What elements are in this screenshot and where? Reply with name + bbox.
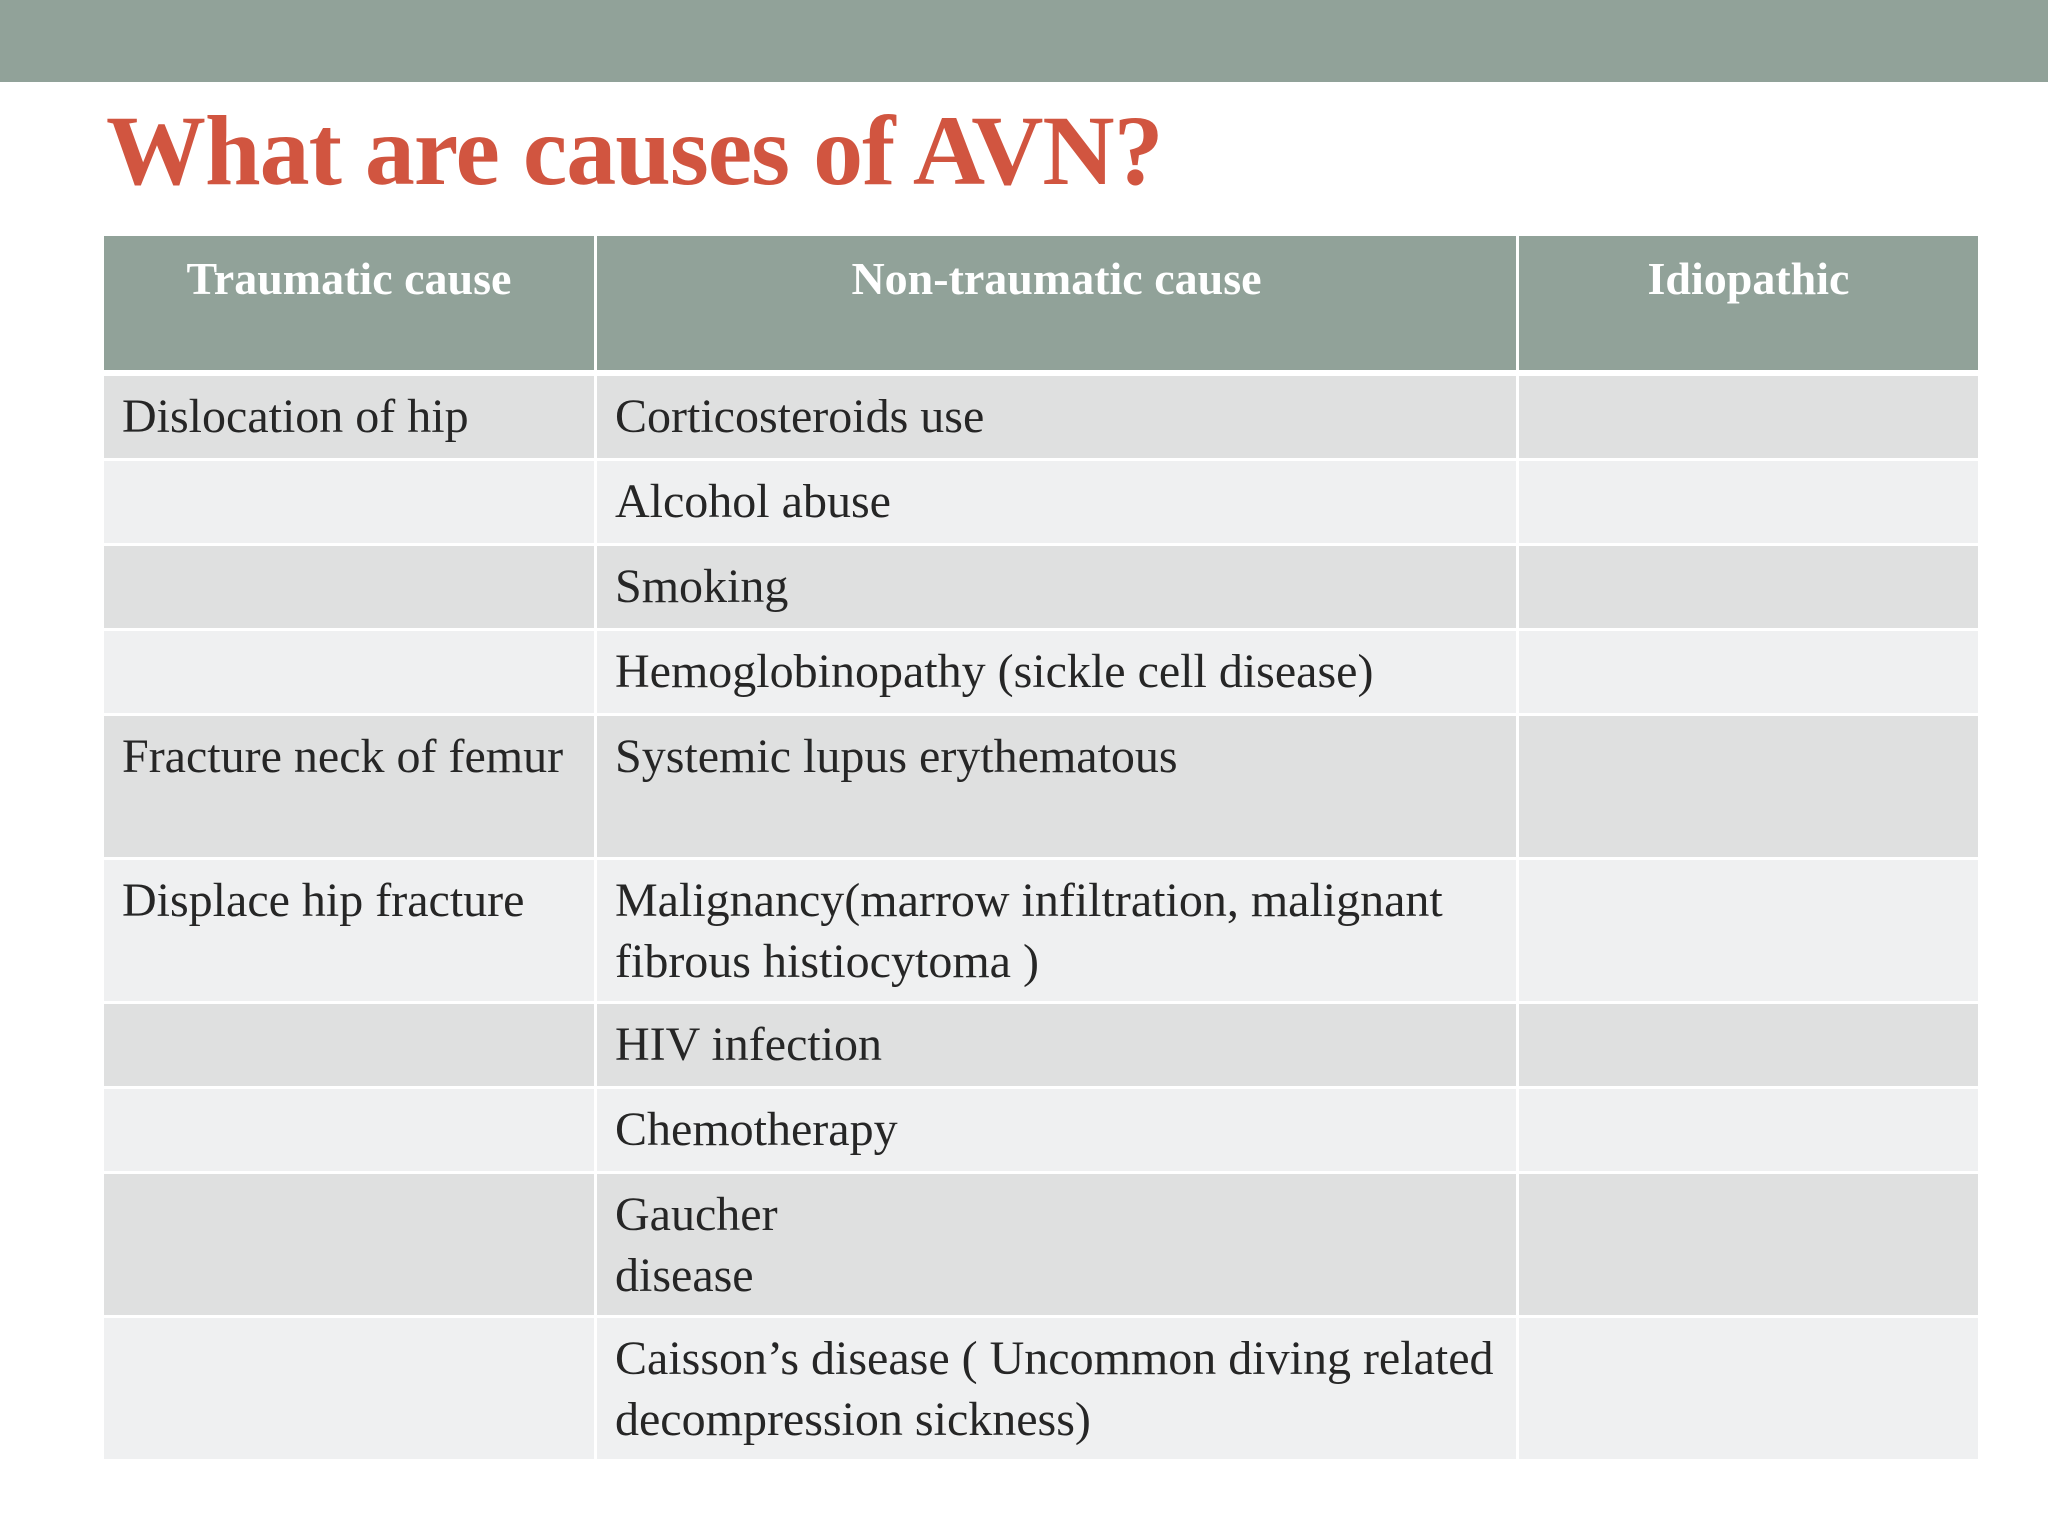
table-row (104, 631, 1978, 716)
header-traumatic: Traumatic cause (104, 236, 597, 376)
idiopathic-cell (1519, 546, 1978, 631)
traumatic-cell (104, 1089, 597, 1174)
traumatic-cell (104, 1318, 597, 1462)
traumatic-cell (104, 546, 597, 631)
causes-table (104, 236, 1978, 1462)
idiopathic-cell (1519, 461, 1978, 546)
non-traumatic-cell: Smoking (597, 546, 1519, 631)
header-idiopathic: Idiopathic (1519, 236, 1978, 376)
traumatic-cell (104, 1174, 597, 1318)
non-traumatic-cell: Systemic lupus erythematous (597, 716, 1519, 860)
slide-title: What are causes of AVN? (106, 95, 1163, 206)
idiopathic-cell (1519, 860, 1978, 1004)
table-row (104, 1004, 1978, 1089)
non-traumatic-cell: Alcohol abuse (597, 461, 1519, 546)
non-traumatic-cell: Gaucher disease (597, 1174, 1519, 1318)
table-row (104, 376, 1978, 461)
traumatic-cell (104, 1004, 597, 1089)
non-traumatic-cell: Hemoglobinopathy (sickle cell disease) (597, 631, 1519, 716)
non-traumatic-cell: Malignancy(marrow infiltration, malignant fibrous histiocytoma ) (597, 860, 1519, 1004)
idiopathic-cell (1519, 1318, 1978, 1462)
traumatic-cell: Dislocation of hip (104, 376, 597, 461)
top-banner (0, 0, 2048, 82)
idiopathic-cell (1519, 1174, 1978, 1318)
table-row (104, 546, 1978, 631)
table-row (104, 1174, 1978, 1318)
non-traumatic-cell: Caisson’s disease ( Uncommon diving related decompression sickness) (597, 1318, 1519, 1462)
table-header-row (104, 236, 1978, 376)
table-row (104, 1089, 1978, 1174)
table-row (104, 1318, 1978, 1462)
idiopathic-cell (1519, 1089, 1978, 1174)
table-row (104, 716, 1978, 860)
traumatic-cell (104, 461, 597, 546)
traumatic-cell: Fracture neck of femur (104, 716, 597, 860)
non-traumatic-cell: Chemotherapy (597, 1089, 1519, 1174)
non-traumatic-cell: HIV infection (597, 1004, 1519, 1089)
table-row (104, 860, 1978, 1004)
header-non-traumatic: Non-traumatic cause (597, 236, 1519, 376)
idiopathic-cell (1519, 631, 1978, 716)
idiopathic-cell (1519, 376, 1978, 461)
idiopathic-cell (1519, 716, 1978, 860)
traumatic-cell: Displace hip fracture (104, 860, 597, 1004)
table-row (104, 461, 1978, 546)
idiopathic-cell (1519, 1004, 1978, 1089)
non-traumatic-cell: Corticosteroids use (597, 376, 1519, 461)
traumatic-cell (104, 631, 597, 716)
